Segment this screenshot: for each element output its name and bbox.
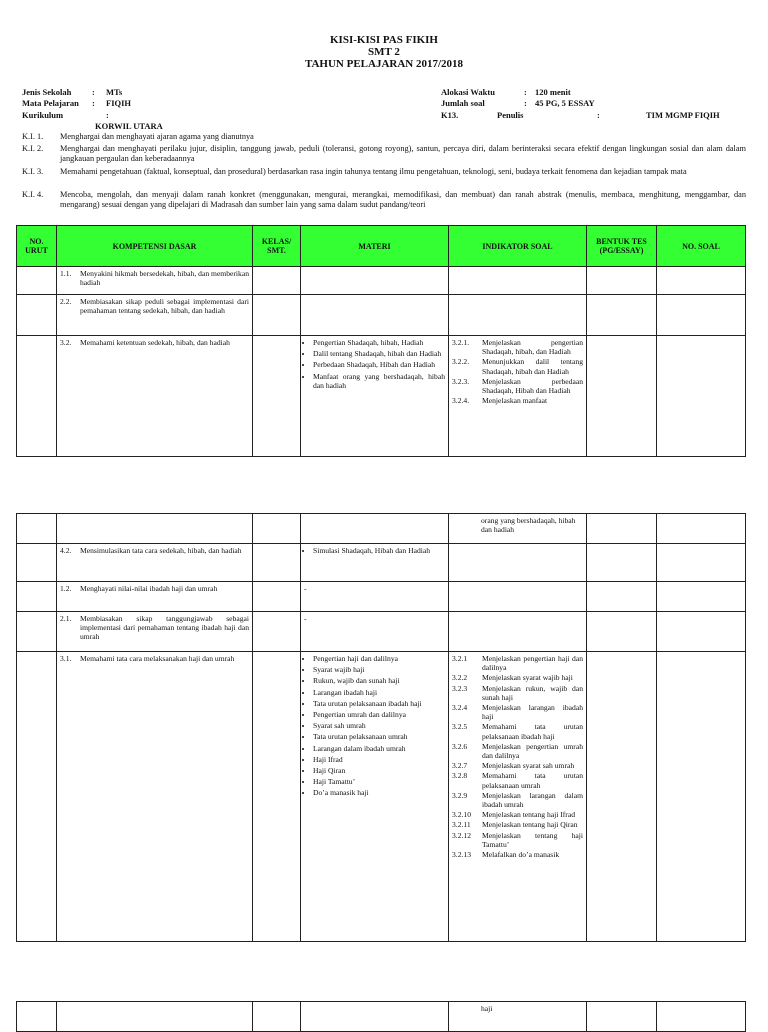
header-no-soal: NO. SOAL — [657, 226, 746, 267]
indikator-number: 3.2.13 — [452, 850, 471, 860]
doc-title: KISI-KISI PAS FIKIH — [330, 34, 438, 46]
indikator-number: 3.2.4 — [452, 703, 468, 713]
indikator-text: Menjelaskan pengertian umrah dan dalilnya — [482, 741, 583, 761]
indikator-cell — [449, 336, 587, 457]
ki-code: K.I. 1. — [22, 132, 44, 141]
ki-text: Mencoba, mengolah, dan menyaji dalam ranah konkret (menggunakan, mengurai, merangkai, memodifikasi, dan membuat) dan ranah abstrak (menulis, membaca, menghitung, menggambar, dan mengarang) sesuai dengan yang dipelajari di Madrasah dan sumber lain yang sama dalam sudut pandang/teori — [60, 190, 746, 209]
indikator-number: 3.2.12 — [452, 830, 471, 840]
kd-text: Membiasakan sikap peduli sebagai implementasi dari pemahaman tentang sedekah, hibah, dan hadiah — [80, 297, 249, 316]
indikator-number: 3.2.4. — [452, 396, 470, 406]
indikator-text: Menjelaskan larangan ibadah haji — [482, 703, 583, 722]
value-penulis: TIM MGMP FIQIH — [646, 110, 720, 120]
sep: : — [92, 87, 95, 97]
table-row — [17, 514, 746, 544]
materi-item: • Haji Ifrad — [313, 755, 445, 764]
indikator-number: 3.2.2 — [452, 673, 468, 683]
indikator-continued: orang yang bershadaqah, hibah dan hadiah — [449, 514, 587, 544]
ki-text: Memahami pengetahuan (faktual, konseptual, dan prosedural) berdasarkan rasa ingin tahunya tentang ilmu pengetahuan, teknologi, seni, budaya terkait fenomena dan kejadian tampak mata — [60, 167, 687, 176]
ki-text: Menghargai dan menghayati ajaran agama yang dianutnya — [60, 132, 254, 141]
materi-item: • Manfaat orang yang bershadaqah, hibah dan hadiah — [313, 372, 445, 390]
indikator-number: 3.2.3. — [452, 376, 470, 386]
indikator-text: Memahami tata urutan pelaksanaan ibadah haji — [482, 722, 583, 741]
table-row — [17, 612, 746, 652]
label-jumlah: Jumlah soal — [441, 98, 485, 108]
materi-item: • Pengertian umrah dan dalilnya — [313, 710, 445, 719]
materi-item: • Syarat wajib haji — [313, 665, 445, 674]
kd-text: Membiasakan sikap tanggungjawab sebagai implementasi dari pemahaman tentang ibadah haji dan umrah — [80, 614, 249, 642]
kd-number: 4.2. — [60, 546, 72, 555]
indikator-cell — [449, 652, 587, 942]
indikator-number: 3.2.3 — [452, 683, 468, 693]
value-jenis-sekolah: MTs — [106, 87, 123, 97]
indikator-text: Menjelaskan perbedaan Shadaqah, Hibah dan Hadiah — [482, 376, 583, 396]
materi-item: • Syarat sah umrah — [313, 721, 445, 730]
materi-dash: - — [301, 612, 449, 652]
materi-item: • Dalil tentang Shadaqah, hibah dan Hadiah — [313, 349, 445, 358]
indikator-text: Menjelaskan syarat sah umrah — [482, 761, 575, 771]
kd-text: Mensimulasikan tata cara sedekah, hibah, dan hadiah — [80, 546, 242, 555]
doc-semester: SMT 2 — [368, 46, 400, 58]
value-jumlah: 45 PG, 5 ESSAY — [535, 98, 595, 108]
materi-item: • Simulasi Shadaqah, Hibah dan Hadiah — [313, 546, 445, 555]
kd-text: Menghayati nilai-nilai ibadah haji dan umrah — [80, 584, 218, 593]
materi-item: • Tata urutan pelaksanaan umrah — [313, 732, 445, 741]
indikator-number: 3.2.10 — [452, 810, 471, 820]
indikator-text: Menjelaskan manfaat — [482, 396, 548, 406]
doc-year: TAHUN PELAJARAN 2017/2018 — [304, 58, 464, 70]
header-indikator: INDIKATOR SOAL — [449, 226, 587, 267]
kd-number: 2.1. — [60, 614, 72, 623]
indikator-number: 3.2.5 — [452, 722, 468, 732]
label-kurikulum: Kurikulum — [22, 110, 64, 120]
korwil: KORWIL UTARA — [95, 121, 163, 131]
materi-item: • Rukun, wajib dan sunah haji — [313, 676, 445, 685]
sep: : — [92, 98, 95, 108]
table-row — [17, 582, 746, 612]
header-bentuk: BENTUK TES (PG/ESSAY) — [587, 226, 657, 267]
kd-text: Memahami ketentuan sedekah, hibah, dan hadiah — [80, 338, 230, 347]
indikator-text: Melafalkan do’a manasik — [482, 850, 560, 860]
table-row — [17, 336, 746, 457]
indikator-text: Menjelaskan pengertian Shadaqah, hibah, dan Hadiah — [482, 338, 583, 357]
sep: : — [524, 98, 527, 108]
kd-number: 3.1. — [60, 654, 72, 663]
table-row — [17, 1002, 746, 1032]
table-row — [17, 267, 746, 295]
indikator-number: 3.2.1 — [452, 654, 468, 663]
indikator-text: Menjelaskan pengertian haji dan dalilnya — [482, 654, 583, 673]
value-alokasi: 120 menit — [535, 87, 571, 97]
label-mapel: Mata Pelajaran — [22, 98, 79, 108]
indikator-text: Menjelaskan tentang haji Tamattu’ — [482, 830, 583, 849]
ki-code: K.I. 3. — [22, 167, 44, 176]
ki-code: K.I. 2. — [22, 144, 44, 153]
indikator-text: Menjelaskan rukun, wajib dan sunah haji — [482, 683, 583, 702]
indikator-text: Menunjukkan dalil tentang Shadaqah, hibah dan Hadiah — [482, 357, 583, 376]
materi-item: • Perbedaan Shadaqah, Hibah dan Hadiah — [313, 360, 445, 369]
kd-number: 3.2. — [60, 338, 72, 347]
kd-text: Menyakini hikmah bersedekah, hibah, dan memberikan hadiah — [80, 269, 249, 288]
kd-number: 1.2. — [60, 584, 72, 593]
k13: K13. — [441, 110, 459, 120]
materi-item: • Pengertian haji dan dalilnya — [313, 654, 445, 663]
materi-item: • Tata urutan pelaksanaan ibadah haji — [313, 699, 445, 708]
header-materi: MATERI — [301, 226, 449, 267]
materi-list — [304, 654, 445, 798]
table-row — [17, 295, 746, 336]
indikator-text: Menjelaskan tentang haji Ifrad — [482, 810, 575, 820]
kd-text: Memahami tata cara melaksanakan haji dan umrah — [80, 654, 235, 663]
kisi-table-page2 — [16, 513, 746, 942]
sep: : — [106, 110, 109, 120]
kisi-table-page1 — [16, 225, 746, 457]
header-kelas: KELAS/ SMT. — [253, 226, 301, 267]
header-no-urut: NO. URUT — [17, 226, 57, 267]
indikator-number: 3.2.8 — [452, 771, 468, 781]
indikator-number: 3.2.7 — [452, 761, 468, 771]
materi-item: • Larangan dalam ibadah umrah — [313, 744, 445, 753]
ki-code: K.I. 4. — [22, 190, 44, 199]
sep: : — [524, 87, 527, 97]
indikator-continued: haji — [449, 1002, 587, 1032]
indikator-text: Menjelaskan larangan dalam ibadah umrah — [482, 790, 583, 810]
label-alokasi: Alokasi Waktu — [441, 87, 495, 97]
kd-number: 1.1. — [60, 269, 72, 278]
materi-item: • Pengertian Shadaqah, hibah, Hadiah — [313, 338, 445, 347]
indikator-number: 3.2.6 — [452, 741, 468, 751]
indikator-text: Menjelaskan syarat wajib haji — [482, 673, 573, 683]
kisi-table-page3 — [16, 1001, 746, 1032]
materi-list — [304, 338, 445, 390]
value-mapel: FIQIH — [106, 98, 132, 108]
label-penulis: Penulis — [497, 110, 524, 120]
indikator-number: 3.2.1. — [452, 338, 470, 347]
indikator-number: 3.2.2. — [452, 357, 470, 367]
indikator-number: 3.2.11 — [452, 820, 471, 830]
table-row — [17, 544, 746, 582]
table-row — [17, 652, 746, 942]
indikator-text: Menjelaskan tentang haji Qiran — [482, 820, 578, 830]
header-kd: KOMPETENSI DASAR — [57, 226, 253, 267]
indikator-text: Memahami tata urutan pelaksanaan umrah — [482, 771, 583, 790]
ki-text: Menghargai dan menghayati perilaku jujur, disiplin, tanggung jawab, peduli (toleransi, gotong royong), santun, percaya diri, dalam berinteraksi secara efektif dengan lingkungan sosial dan alam dalam jangkauan pergaulan dan keberadaannya — [60, 144, 746, 163]
materi-item: • Do’a manasik haji — [313, 788, 445, 797]
sep: : — [597, 110, 600, 120]
label-jenis-sekolah: Jenis Sekolah — [22, 87, 72, 97]
kd-number: 2.2. — [60, 297, 72, 306]
materi-dash: - — [301, 582, 449, 612]
indikator-number: 3.2.9 — [452, 790, 468, 800]
materi-item: • Larangan ibadah haji — [313, 688, 445, 697]
materi-list — [304, 546, 445, 555]
materi-item: • Haji Qiran — [313, 766, 445, 775]
materi-item: • Haji Tamattu’ — [313, 777, 445, 786]
